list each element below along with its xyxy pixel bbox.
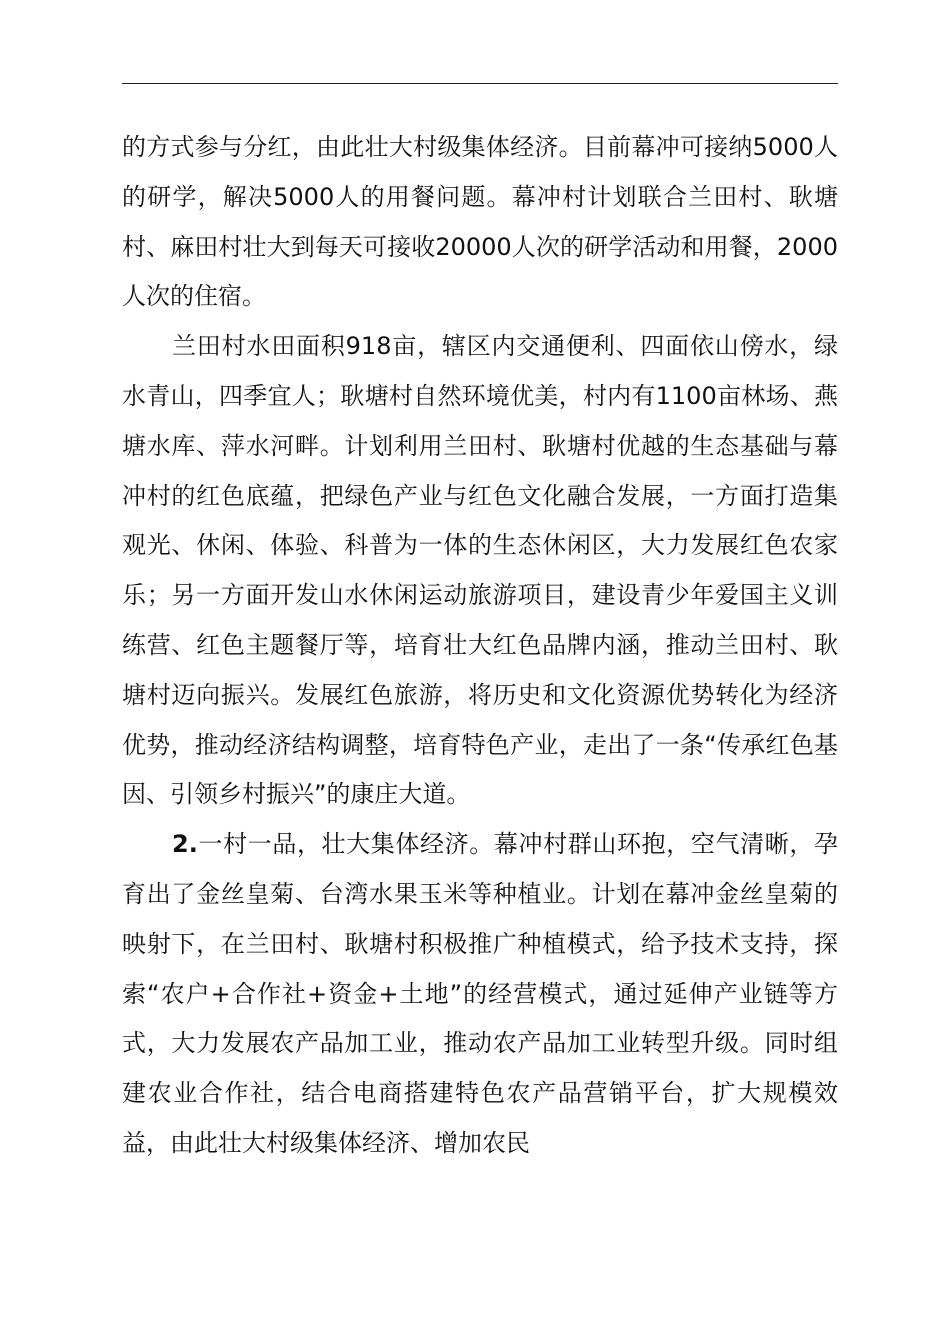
- paragraph-one-village-one-product: [122, 820, 838, 1169]
- header-rule: [122, 83, 838, 84]
- section-number: 2.: [172, 830, 198, 859]
- paragraph-continuation: 的方式参与分红，由此壮大村级集体经济。目前幕冲可接纳5000人的研学，解决5000人的用餐问题。幕冲村计划联合兰田村、耿塘村、麻田村壮大到每天可接收20000人次的研学活动和用餐，2000人次的住宿。: [122, 133, 838, 311]
- body-text: [122, 123, 838, 1169]
- paragraph-red-tourism: 兰田村水田面积918亩，辖区内交通便利、四面依山傍水，绿水青山，四季宜人；耿塘村自然环境优美，村内有1100亩林场、燕塘水库、萍水河畔。计划利用兰田村、耿塘村优越的生态基础与幕冲村的红色底蕴，把绿色产业与红色文化融合发展，一方面打造集观光、休闲、体验、科普为一体的生态休闲区，大力发展红色农家乐；另一方面开发山水休闲运动旅游项目，建设青少年爱国主义训练营、红色主题餐厅等，培育壮大红色品牌内涵，推动兰田村、耿塘村迈向振兴。发展红色旅游，将历史和文化资源优势转化为经济优势，推动经济结构调整，培育特色产业，走出了一条“传承红色基因、引领乡村振兴”的康庄大道。: [122, 332, 838, 809]
- paragraph-text: 一村一品，壮大集体经济。幕冲村群山环抱，空气清晰，孕育出了金丝皇菊、台湾水果玉米等种植业。计划在幕冲金丝皇菊的映射下，在兰田村、耿塘村积极推广种植模式，给予技术支持，探索“农户+合作社+资金+土地”的经营模式，通过延伸产业链等方式，大力发展农产品加工业，推动农产品加工业转型升级。同时组建农业合作社，结合电商搭建特色农产品营销平台，扩大规模效益，由此壮大村级集体经济、增加农民: [122, 830, 838, 1157]
